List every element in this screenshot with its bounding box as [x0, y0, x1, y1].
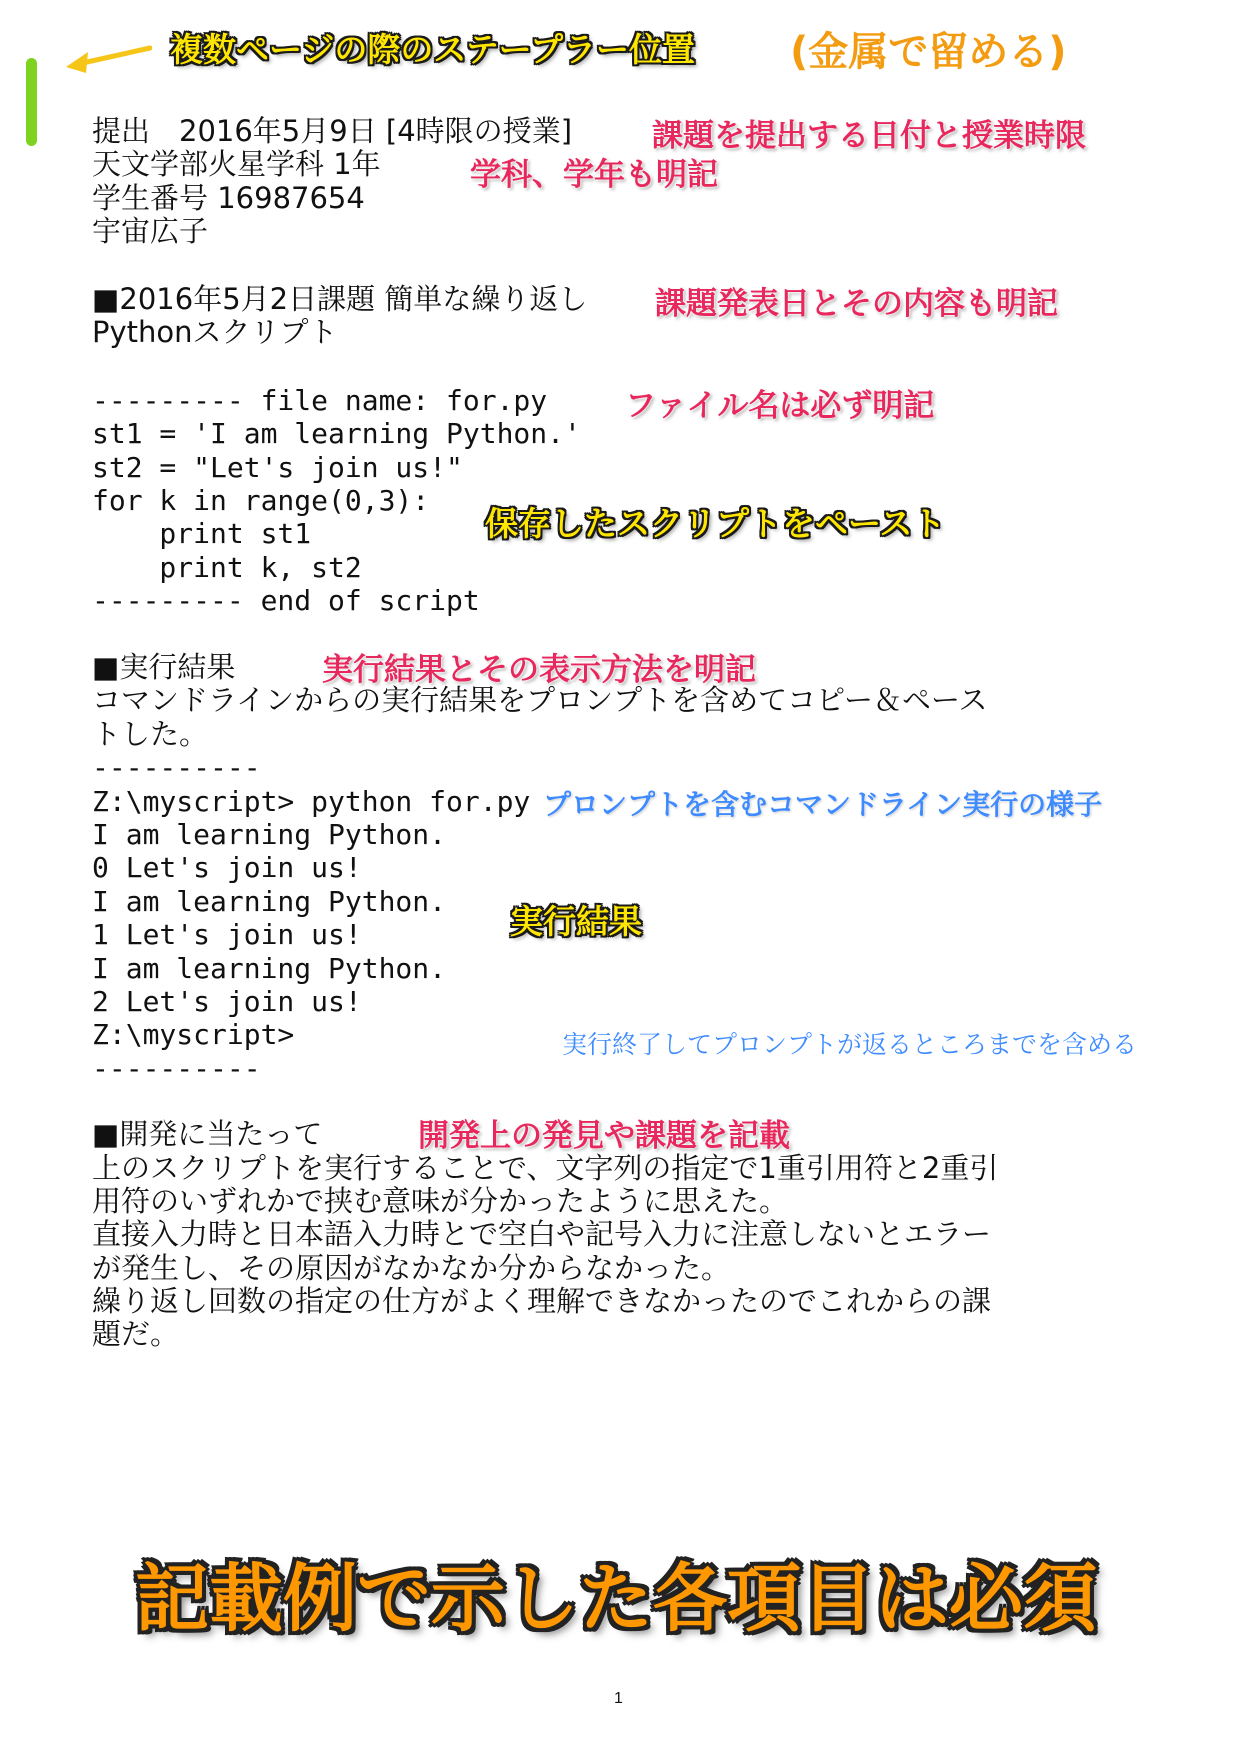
development-line: 用符のいずれかで挟む意味が分かったように思えた。	[92, 1184, 789, 1218]
annotation-dept-year: 学科、学年も明記	[470, 157, 718, 193]
result-description: トした。	[92, 717, 209, 751]
annotation-findings: 開発上の発見や課題を記載	[418, 1118, 790, 1154]
staple-label: 複数ページの際のステープラー位置	[170, 30, 696, 69]
output-line: I am learning Python.	[92, 952, 447, 985]
annotation-result: 実行結果	[510, 902, 642, 941]
development-line: 直接入力時と日本語入力時とで空白や記号入力に注意しないとエラー	[92, 1217, 992, 1251]
output-line: 0 Let's join us!	[92, 851, 362, 884]
annotation-submit-date: 課題を提出する日付と授業時限	[652, 118, 1086, 154]
result-heading: ■実行結果	[92, 650, 236, 684]
development-line: が発生し、その原因がなかなか分からなかった。	[92, 1251, 731, 1285]
script-line: --------- end of script	[92, 584, 480, 617]
output-line: I am learning Python.	[92, 885, 447, 918]
page-number: 1	[614, 1690, 623, 1707]
submission-line: 提出 2016年5月9日 [4時限の授業]	[92, 114, 573, 148]
output-line: 1 Let's join us!	[92, 918, 362, 951]
student-number-line: 学生番号 16987654	[92, 181, 365, 215]
output-line: 2 Let's join us!	[92, 985, 362, 1018]
output-line: I am learning Python.	[92, 818, 447, 851]
annotation-filename: ファイル名は必ず明記	[625, 388, 935, 424]
annotation-assignment-info: 課題発表日とその内容も明記	[655, 286, 1058, 322]
required-note: 記載例で示した各項目は必須	[135, 1556, 1097, 1642]
script-line: st1 = 'I am learning Python.'	[92, 417, 581, 450]
script-line: print st1	[92, 517, 312, 550]
annotation-result-method: 実行結果とその表示方法を明記	[322, 652, 756, 688]
annotation-until-prompt: 実行終了してプロンプトが返るところまでを含める	[562, 1030, 1138, 1059]
student-name-line: 宇宙広子	[92, 214, 209, 248]
annotation-prompt-cmd: プロンプトを含むコマンドライン実行の様子	[543, 788, 1103, 821]
output-line: Z:\myscript> python for.py	[92, 785, 531, 818]
development-line: 上のスクリプトを実行することで、文字列の指定で1重引用符と2重引	[92, 1151, 999, 1185]
script-line: print k, st2	[92, 551, 362, 584]
output-line: Z:\myscript>	[92, 1018, 295, 1051]
annotation-paste-script: 保存したスクリプトをペースト	[485, 504, 946, 543]
script-line: --------- file name: for.py	[92, 384, 548, 417]
script-line: for k in range(0,3):	[92, 484, 430, 517]
result-description: コマンドラインからの実行結果をプロンプトを含めてコピー＆ペース	[92, 683, 988, 717]
staple-marker	[26, 58, 37, 146]
output-line: ----------	[92, 751, 261, 784]
development-line: 題だ。	[92, 1317, 180, 1351]
arrow-left-icon	[62, 40, 152, 80]
development-heading: ■開発に当たって	[92, 1117, 323, 1151]
department-line: 天文学部火星学科 1年	[92, 147, 381, 181]
assignment-title-line2: Pythonスクリプト	[92, 315, 338, 349]
output-line: ----------	[92, 1052, 261, 1085]
staple-note: (金属で留める)	[790, 29, 1067, 75]
development-line: 繰り返し回数の指定の仕方がよく理解できなかったのでこれからの課	[92, 1284, 992, 1318]
script-line: st2 = "Let's join us!"	[92, 451, 463, 484]
assignment-title-line1: ■2016年5月2日課題 簡単な繰り返し	[92, 282, 588, 316]
